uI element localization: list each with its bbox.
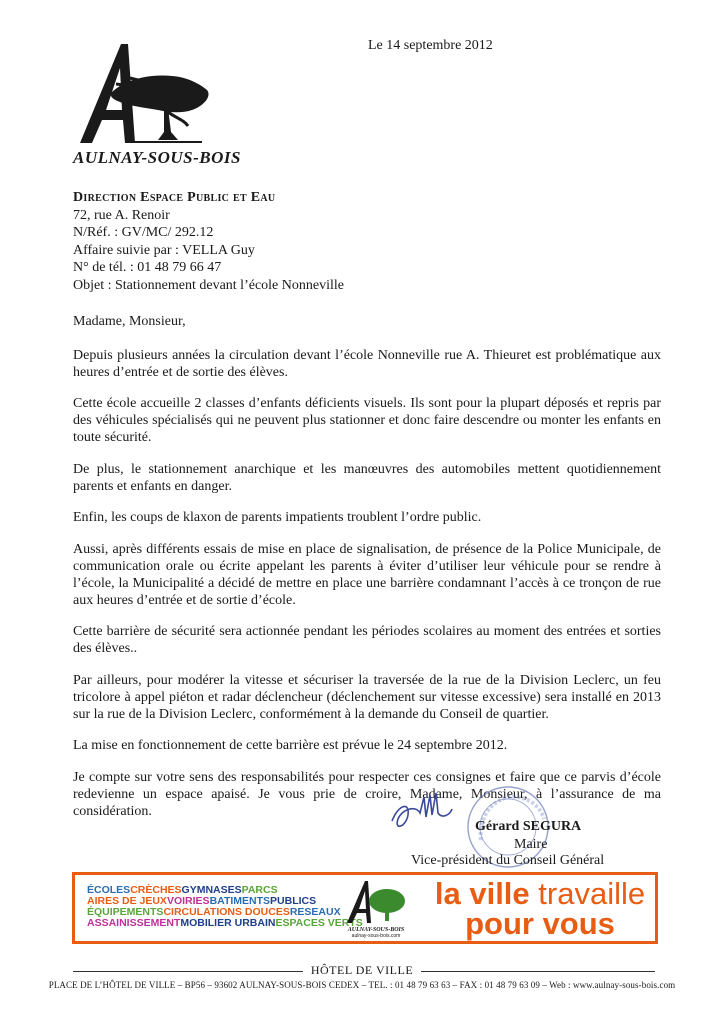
paragraph: Enfin, les coups de klaxon de parents impatients troublent l’ordre public. <box>73 510 482 526</box>
letter-header <box>73 189 344 294</box>
department-name: Direction Espace Public et Eau <box>73 190 276 205</box>
banner-keyword: PUBLICS <box>270 895 317 907</box>
banner-keyword: MOBILIER URBAIN <box>180 917 276 929</box>
subject-line: Objet : Stationnement devant l’école Nonneville <box>73 277 344 293</box>
letter-date: Le 14 septembre 2012 <box>368 38 493 53</box>
paragraph: Cette école accueille 2 classes d’enfants déficients visuels. Ils sont pour la plupart déposés et repris par des véhicules spécialisés qui ne peuvent plus stationner et donc faire descendre ou monter les enfants en toute sécurité. <box>73 396 661 445</box>
banner-keyword: CRÈCHES <box>130 884 182 896</box>
reference: N/Réf. : GV/MC/ 292.12 <box>73 225 214 240</box>
paragraph: Je compte sur votre sens des responsabilités pour respecter ces consignes et faire que ce parvis d’école redevienne un espace apaisé. Je vous prie de croire, Madame, Monsieur, à l’assurance de ma considération. <box>73 770 661 819</box>
banner-keyword: ASSAINISSEMENT <box>87 917 181 929</box>
footer-title <box>0 963 724 978</box>
footer-address: PLACE DE L’HÔTEL DE VILLE – BP56 – 93602 AULNAY-SOUS-BOIS CEDEX – TEL. : 01 48 79 63 63 – FAX : 01 48 79 63 09 – Web : www.aulnay-sous-bois.com <box>48 980 676 990</box>
signatory-name: Gérard SEGURA <box>475 819 582 834</box>
paragraph: La mise en fonctionnement de cette barrière est prévue le 24 septembre 2012. <box>73 738 508 754</box>
department-address: 72, rue A. Renoir <box>73 207 170 223</box>
slogan-part: travaille <box>538 876 646 911</box>
banner-keyword: RESEAUX <box>289 906 341 918</box>
footer-title-text: HÔTEL DE VILLE <box>303 963 421 977</box>
banner-keyword: ÉCOLES <box>87 884 131 896</box>
paragraph: Cette barrière de sécurité sera actionnée pendant les périodes scolaires au moment des entrées et sorties des élèves.. <box>73 624 661 657</box>
banner-keyword: ÉQUIPEMENTS <box>87 906 164 918</box>
banner-keywords <box>87 884 363 929</box>
banner-keyword: AIRES DE JEUX <box>87 895 167 907</box>
banner-logo-url: aulnay-sous-bois.com <box>351 933 401 939</box>
banner-keyword: VOIRIES <box>166 895 210 907</box>
banner-keyword: ESPACES VERTS <box>275 917 363 929</box>
signatory-title: Maire <box>514 837 548 852</box>
slogan-part: la ville <box>434 876 530 911</box>
paragraph: Depuis plusieurs années la circulation devant l’école Nonneville rue A. Thieuret est problématique aux heures d’entrée et de sortie des élèves. <box>73 347 661 380</box>
banner-keyword: CIRCULATIONS DOUCES <box>163 906 290 918</box>
handwritten-signature <box>392 793 452 826</box>
city-name: AULNAY-SOUS-BOIS <box>73 148 241 167</box>
banner-slogan <box>427 876 653 941</box>
promo-banner <box>72 872 658 944</box>
slogan-part: pour vous <box>465 906 615 941</box>
banner-keyword-row <box>87 917 363 929</box>
paragraph: Par ailleurs, pour modérer la vitesse et sécuriser la traversée de la rue de la Division Leclerc, un feu tricolore à appel piéton et radar déclencheur (déclenchement sur vitesse excessive) sera installé en 2013 sur la rue de la Division Leclerc, conformément à la demande du Conseil de quartier. <box>73 672 661 722</box>
banner-keyword: BATIMENTS <box>209 895 271 907</box>
salutation: Madame, Monsieur, <box>73 314 186 329</box>
followed-by: Affaire suivie par : VELLA Guy <box>73 242 255 258</box>
banner-logo <box>343 879 409 939</box>
paragraph: Aussi, après différents essais de mise en place de signalisation, de présence de la Police Municipale, de communication orale ou écrite appelant les parents à éviter d’utiliser leur véhicule pour se rendre à l’école, la Municipalité a décidé de mettre en place une barrière condamnant l’accès à ce tronçon de rue aux heures d’entrée et de sortie d’école. <box>73 542 661 608</box>
phone-number: N° de tél. : 01 48 79 66 47 <box>73 260 222 275</box>
banner-logo-name: AULNAY-SOUS-BOIS <box>347 927 405 933</box>
letter-body <box>73 314 661 836</box>
banner-keyword: GYMNASES <box>181 884 242 896</box>
banner-keyword: PARCS <box>241 884 278 896</box>
paragraph: De plus, le stationnement anarchique et les manœuvres des automobiles mettent quotidiennement parents et enfants en danger. <box>73 461 661 494</box>
signatory-role: Vice-président du Conseil Général <box>411 853 605 868</box>
